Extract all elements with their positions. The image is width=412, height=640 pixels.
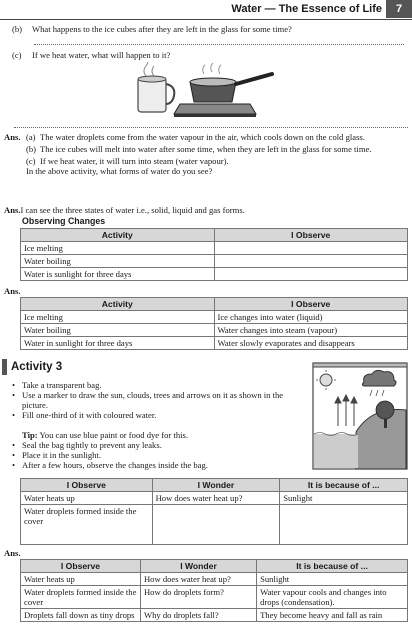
activity-cell: Water boiling [21,255,215,268]
activity-3-title: Activity 3 [11,361,63,373]
answer-1 [4,132,408,176]
table-row [21,311,408,324]
mug-and-pan-illustration [132,62,282,118]
because-cell: They become heavy and fall as rain [257,609,408,622]
tip-label: Tip: [22,430,38,440]
list-item: • Use a marker to draw the sun, clouds, trees and arrows on it as shown in the picture. [10,390,306,410]
answer-1b-label: (b) [26,144,37,154]
table-row [21,505,408,545]
observe-cell: Water changes into steam (vapour) [214,324,408,337]
wonder-cell[interactable] [152,505,280,545]
list-item: • Fill one-third of it with coloured water. [10,410,306,420]
table-row [21,255,408,268]
wonder-cell: Why do droplets fall? [140,609,256,622]
list-item: • Take a transparent bag. [10,380,306,390]
answer-1a-text: The water droplets come from the water vapour in the air, which cools down on the cold glass. [40,132,365,142]
observe-cell: Water heats up [21,573,141,586]
answer-1c-text: If we heat water, it will turn into steam (water vapour). [40,156,229,166]
col-activity: Activity [21,229,215,242]
observe-cell: Water heats up [21,492,153,505]
col-observe: I Observe [21,479,153,492]
observing-changes-heading: Observing Changes [22,216,106,226]
answer-4-label: Ans. [4,548,21,558]
because-cell[interactable] [280,505,408,545]
question-c-label: (c) [12,50,22,60]
table-row [21,586,408,609]
table-row [21,268,408,281]
question-b-label: (b) [12,24,23,34]
observe-cell: Droplets fall down as tiny drops [21,609,141,622]
observe-cell: Ice changes into water (liquid) [214,311,408,324]
header-divider [0,19,412,20]
question-b-text: What happens to the ice cubes after they are left in the glass for some time? [32,24,292,34]
page-number: 7 [386,0,412,18]
because-cell: Water vapour cools and changes into drops (condensation). [257,586,408,609]
observe-cell: Water slowly evaporates and disappears [214,337,408,350]
activity-3-steps-continued [10,440,306,470]
col-wonder: I Wonder [140,560,256,573]
activity-3-answers-table [20,559,408,622]
activity-cell: Water in sunlight for three days [21,337,215,350]
table-row [21,609,408,622]
table-row [21,337,408,350]
list-item: • Place it in the sunlight. [10,450,306,460]
followup-question: In the above activity, what forms of water do you see? [26,166,213,176]
activity-cell: Water is sunlight for three days [21,268,215,281]
observe-cell[interactable] [214,255,408,268]
list-item: • Seal the bag tightly to prevent any leaks. [10,440,306,450]
activity-3-steps [10,380,306,420]
water-cycle-bag-illustration [312,362,408,470]
activity-cell: Ice melting [21,242,215,255]
answer-1c [26,156,408,166]
col-because: It is because of ... [280,479,408,492]
activity-cell: Ice melting [21,311,215,324]
answer-line-b [34,44,404,45]
because-cell: Sunlight [280,492,408,505]
col-because: It is because of ... [257,560,408,573]
activity-3-table [20,478,408,545]
answer-1b [26,144,408,154]
answer-1c-label: (c) [26,156,36,166]
col-observe: I Observe [214,229,408,242]
answer-1a-label: (a) [26,132,36,142]
table-row [21,492,408,505]
col-wonder: I Wonder [152,479,280,492]
activity-3-heading [2,359,98,375]
observing-changes-table [20,228,408,281]
question-c-text: If we heat water, what will happen to it? [32,50,171,60]
answer-2-text: I can see the three states of water i.e., solid, liquid and gas forms. [20,205,245,215]
divider-dotted [14,127,408,128]
col-activity: Activity [21,298,215,311]
wonder-cell: How does water heat up? [140,573,256,586]
observe-answers-table [20,297,408,350]
observe-cell[interactable] [214,268,408,281]
activity-marker [2,359,7,375]
wonder-cell: How do droplets form? [140,586,256,609]
table-row [21,242,408,255]
answer-2 [4,205,408,215]
answer-1b-text: The ice cubes will melt into water after some time, when they are left in the glass for some time. [40,144,372,154]
col-observe: I Observe [214,298,408,311]
answer-1a [26,132,408,142]
table-row [21,573,408,586]
activity-3-tip [10,430,188,440]
list-item: • After a few hours, observe the changes inside the bag. [10,460,306,470]
chapter-title: Water — The Essence of Life [231,3,382,15]
question-b [12,24,292,34]
observe-cell: Water droplets formed inside the cover [21,505,153,545]
table-row [21,324,408,337]
wonder-cell: How does water heat up? [152,492,280,505]
observe-cell[interactable] [214,242,408,255]
question-c [12,50,170,60]
observe-cell: Water droplets formed inside the cover [21,586,141,609]
col-observe: I Observe [21,560,141,573]
because-cell: Sunlight [257,573,408,586]
answer-1-label: Ans. [4,132,21,142]
answer-3-label: Ans. [4,286,21,296]
answer-2-label: Ans. [4,205,21,215]
activity-cell: Water boiling [21,324,215,337]
tip-text: You can use blue paint or food dye for this. [39,430,188,440]
